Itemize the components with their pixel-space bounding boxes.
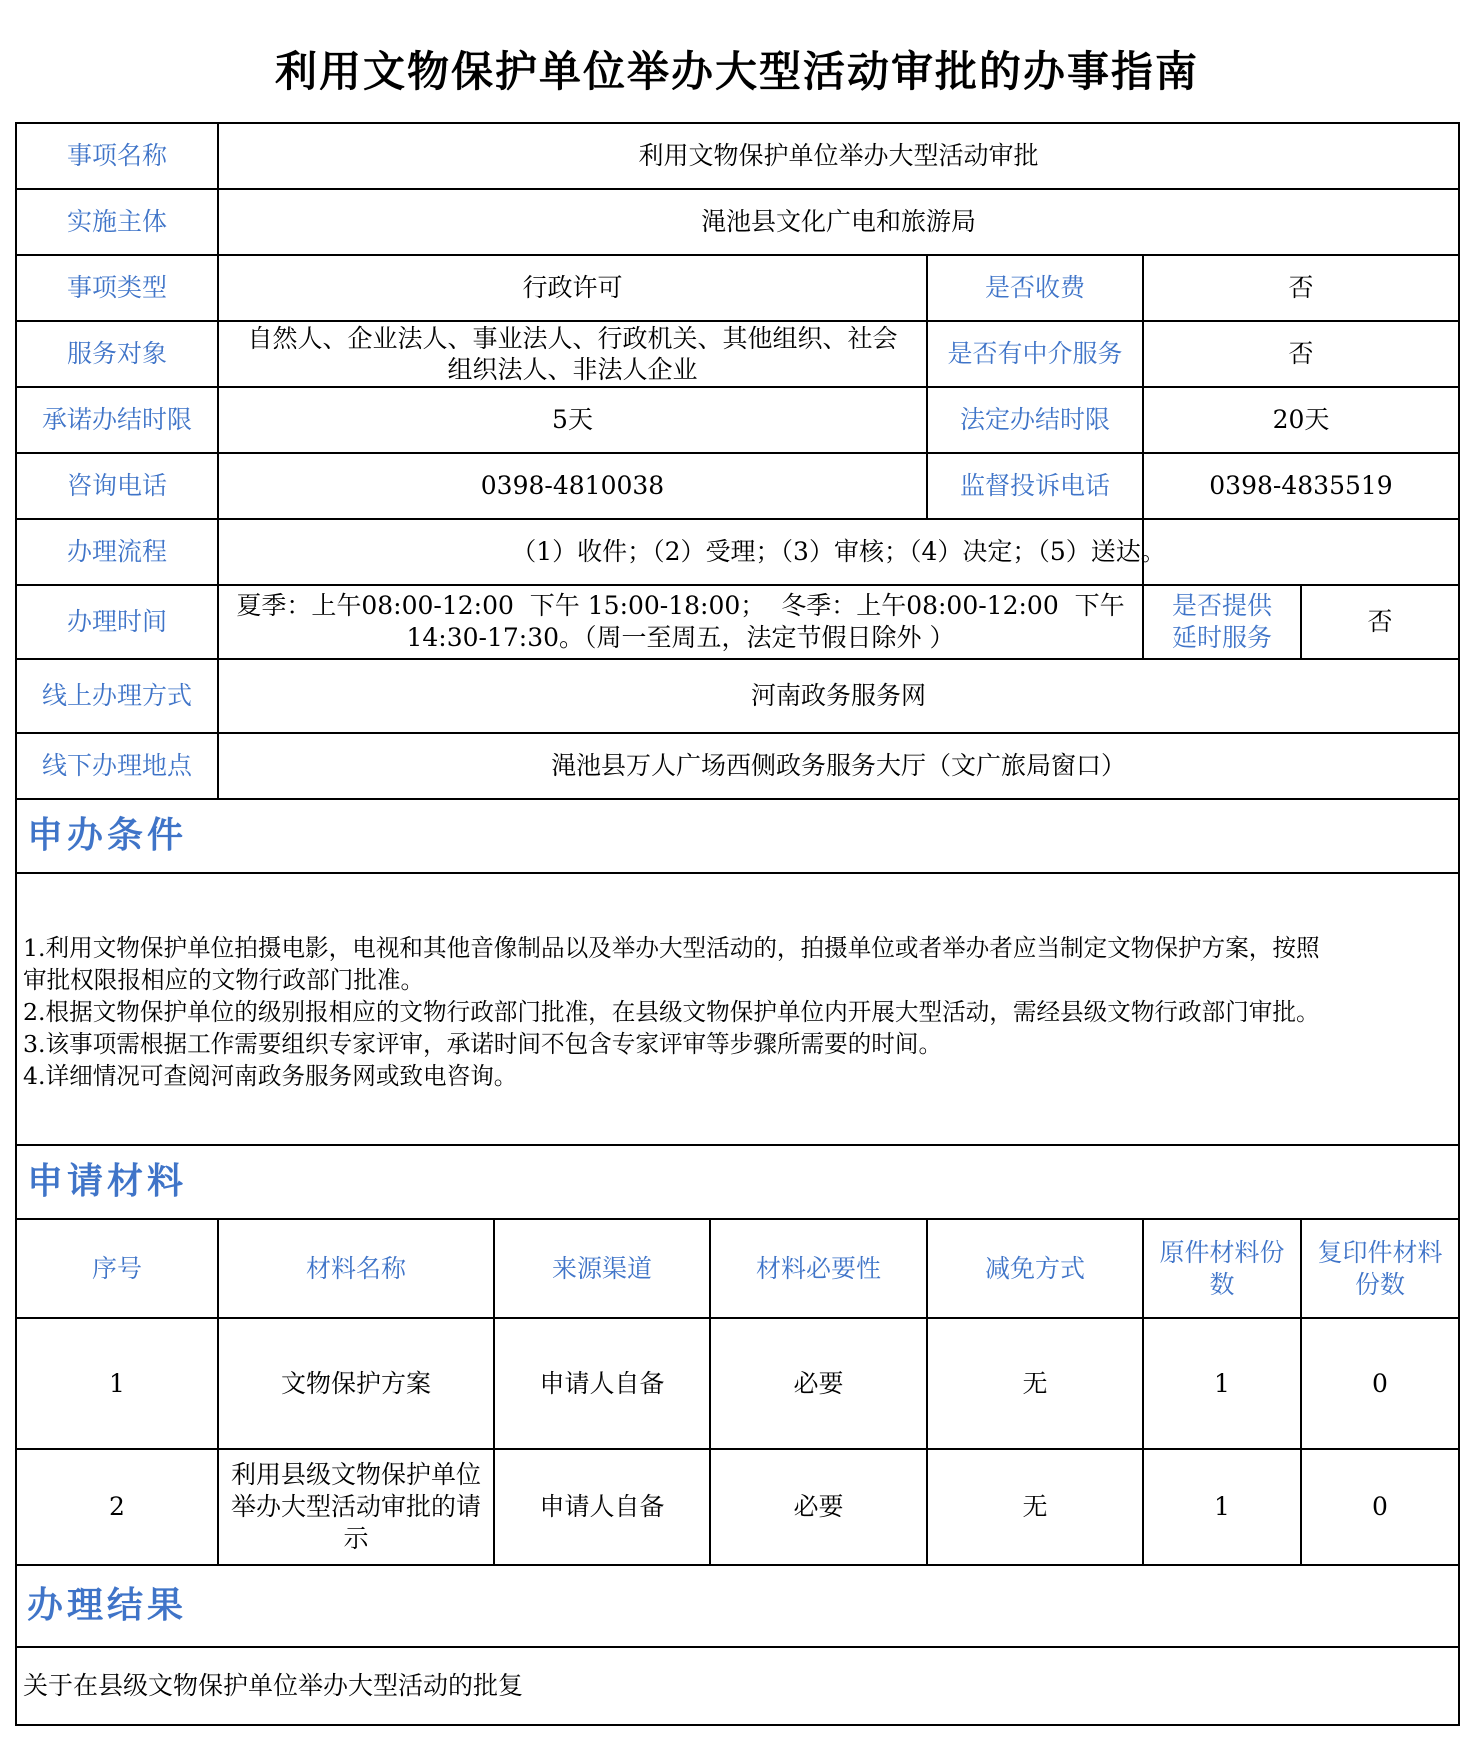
service-target-label: 服务对象	[66, 339, 167, 368]
legal-time-value: 20天	[1272, 405, 1330, 434]
materials-header-copy	[1302, 1220, 1458, 1317]
material-row-2-name-line: 举办大型活动审批的请	[230, 1492, 481, 1521]
subject-label: 实施主体	[66, 207, 167, 236]
material-row-2-reduction: 无	[1022, 1492, 1048, 1521]
promised-time-value: 5天	[552, 405, 593, 434]
material-row-1-necessity: 必要	[793, 1368, 844, 1398]
fee-label: 是否收费	[984, 273, 1085, 302]
material-row-1-source: 申请人自备	[539, 1368, 665, 1398]
material-row-2-name	[219, 1450, 493, 1564]
service-target-line: 自然人、企业法人、事业法人、行政机关、其他组织、社会	[247, 324, 898, 353]
material-row-1-no: 1	[109, 1368, 125, 1398]
complaint-phone-value: 0398-4835519	[1209, 471, 1393, 500]
material-row-2-necessity: 必要	[793, 1492, 844, 1521]
delay-service-label	[1144, 586, 1300, 658]
item-name-value: 利用文物保护单位举办大型活动审批	[638, 141, 1039, 170]
service-target-line: 组织法人、非法人企业	[447, 355, 698, 384]
condition-line: 4.详细情况可查阅河南政务服务网或致电咨询。	[23, 1062, 518, 1090]
materials-header-original-line: 原件材料份	[1159, 1237, 1285, 1267]
online-method-label: 线上办理方式	[41, 681, 192, 710]
phone-label: 咨询电话	[66, 471, 167, 500]
promised-time-label: 承诺办结时限	[41, 405, 192, 434]
condition-line: 1.利用文物保护单位拍摄电影，电视和其他音像制品以及举办大型活动的，拍摄单位或者举办者应当制定文物保护方案，按照	[23, 934, 1320, 962]
delay-service-value: 否	[1367, 607, 1393, 636]
hours-value	[219, 586, 1142, 658]
material-row-2-name-line: 利用县级文物保护单位	[230, 1460, 481, 1489]
materials-header-copy-line: 份数	[1354, 1269, 1405, 1299]
materials-header-original-line: 数	[1209, 1269, 1235, 1299]
hours-label: 办理时间	[66, 607, 167, 636]
material-row-1-reduction: 无	[1022, 1368, 1048, 1398]
item-type-label: 事项类型	[66, 273, 167, 302]
online-method-value: 河南政务服务网	[750, 681, 926, 710]
materials-header-name: 材料名称	[305, 1253, 406, 1283]
material-row-1-name: 文物保护方案	[280, 1368, 431, 1398]
materials-header-no: 序号	[91, 1253, 142, 1283]
legal-time-label: 法定办结时限	[959, 405, 1110, 434]
table-border-right	[1458, 122, 1460, 1726]
phone-value: 0398-4810038	[480, 471, 665, 500]
conditions-heading: 申办条件	[27, 815, 188, 856]
hours-line: 夏季：上午08:00-12:00 下午 15:00-18:00； 冬季：上午08:00-12:00 下午	[236, 591, 1125, 620]
hours-line: 14:30-17:30。（周一至周五，法定节假日除外 ）	[406, 623, 955, 652]
material-row-1-copy: 0	[1372, 1368, 1388, 1398]
fee-value: 否	[1288, 273, 1314, 302]
service-target-value	[219, 322, 926, 386]
material-row-2-original: 1	[1214, 1492, 1230, 1521]
materials-header-original	[1144, 1220, 1300, 1317]
materials-heading: 申请材料	[27, 1161, 188, 1202]
conditions-text	[17, 874, 1458, 1144]
agency-label: 是否有中介服务	[947, 339, 1123, 368]
material-row-2-no: 2	[109, 1492, 125, 1521]
item-type-value: 行政许可	[522, 273, 623, 302]
table-border-bottom	[16, 1724, 1460, 1726]
material-row-1-original: 1	[1214, 1368, 1230, 1398]
page-title: 利用文物保护单位举办大型活动审批的办事指南	[274, 47, 1199, 96]
subject-value: 渑池县文化广电和旅游局	[700, 207, 976, 236]
condition-line: 审批权限报相应的文物行政部门批准。	[23, 966, 425, 994]
condition-line: 3.该事项需根据工作需要组织专家评审，承诺时间不包含专家评审等步骤所需要的时间。	[23, 1030, 943, 1058]
result-heading: 办理结果	[27, 1585, 188, 1626]
offline-location-label: 线下办理地点	[41, 751, 192, 780]
delay-service-label-line: 是否提供	[1171, 591, 1272, 620]
materials-header-necessity: 材料必要性	[755, 1253, 881, 1283]
item-name-label: 事项名称	[66, 141, 167, 170]
agency-value: 否	[1288, 339, 1314, 368]
process-label: 办理流程	[66, 537, 167, 566]
materials-header-source: 来源渠道	[551, 1253, 652, 1283]
material-row-2-name-line: 示	[343, 1524, 369, 1553]
result-text: 关于在县级文物保护单位举办大型活动的批复	[23, 1671, 524, 1700]
materials-header-reduction: 减免方式	[984, 1253, 1085, 1283]
process-value: （1）收件；（2）受理；（3）审核；（4）决定；（5）送达。	[511, 537, 1166, 566]
condition-line: 2.根据文物保护单位的级别报相应的文物行政部门批准，在县级文物保护单位内开展大型活动，需经县级文物行政部门审批。	[23, 998, 1320, 1026]
complaint-phone-label: 监督投诉电话	[959, 471, 1110, 500]
material-row-2-copy: 0	[1372, 1492, 1388, 1521]
offline-location-value: 渑池县万人广场西侧政务服务大厅（文广旅局窗口）	[550, 751, 1126, 780]
material-row-2-source: 申请人自备	[539, 1492, 665, 1521]
materials-header-copy-line: 复印件材料	[1317, 1237, 1443, 1267]
delay-service-label-line: 延时服务	[1171, 623, 1272, 652]
